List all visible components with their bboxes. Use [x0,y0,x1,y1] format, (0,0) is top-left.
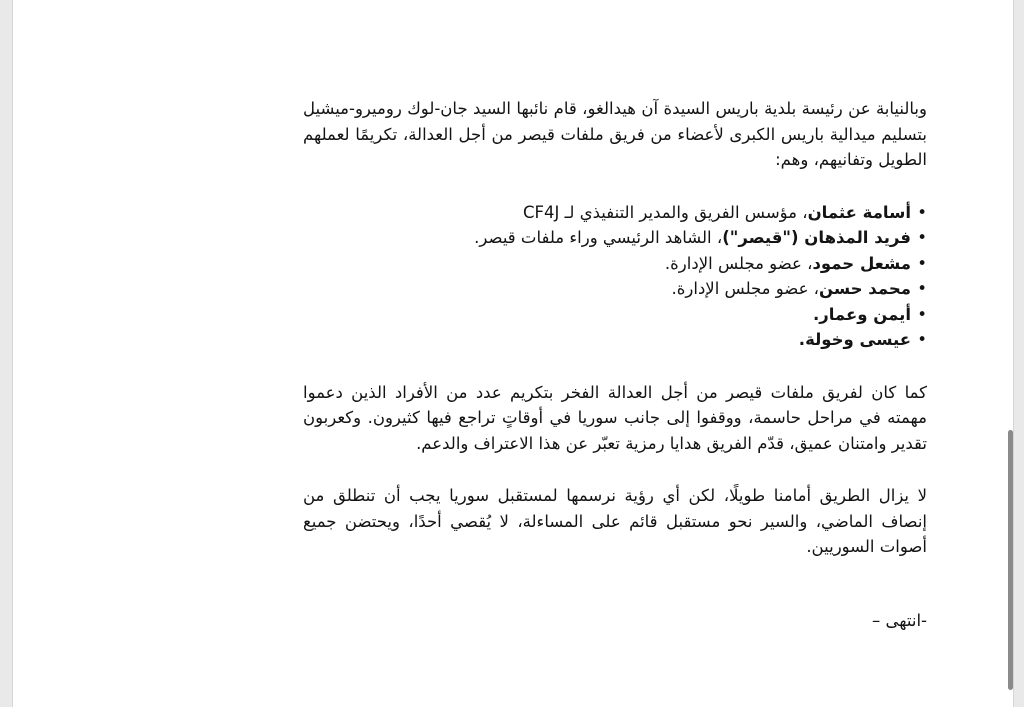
list-item [303,302,927,328]
bullet-icon: • [917,253,927,273]
member-name: عيسى وخولة. [798,330,911,349]
member-name: مشعل حمود [812,253,911,273]
document-body [303,96,927,633]
bullet-icon: • [917,202,927,222]
bullet-icon: • [917,228,927,247]
bullet-icon: • [917,330,927,349]
list-item [303,276,927,302]
member-name: فريد المذهان ("قيصر") [722,228,911,247]
member-name: محمد حسن [819,279,911,298]
member-role: ، مؤسس الفريق والمدير التنفيذي لـ CF4J [522,202,808,222]
member-role: ، عضو مجلس الإدارة. [671,279,820,298]
member-name: أيمن وعمار. [812,304,911,324]
member-role: ، عضو مجلس الإدارة. [664,253,813,273]
list-item [303,200,927,226]
bullet-icon: • [917,304,927,324]
list-item [303,225,927,251]
member-name: أسامة عثمان [807,202,911,222]
thanks-paragraph: كما كان لفريق ملفات قيصر من أجل العدالة الفخر بتكريم عدد من الأفراد الذين دعموا مهمته في مراحل حاسمة، ووقفوا إلى جانب سوريا في أوقاتٍ تراجع فيها كثيرون. وكعربون تقدير وامتنان عميق، قدّم الفريق هدايا رمزية تعبّر عن هذا الاعتراف والدعم. [303,382,927,453]
list-item [303,251,927,277]
end-mark: -انتهى – [872,610,927,630]
member-role: ، الشاهد الرئيسي وراء ملفات قيصر. [474,228,723,247]
vision-paragraph: لا يزال الطريق أمامنا طويلًا، لكن أي رؤية نرسمها لمستقبل سوريا يجب أن تنطلق من إنصاف الماضي، والسير نحو مستقبل قائم على المساءلة، لا يُقصي أحدًا، ويحتضن جميع أصوات السوريين. [303,486,927,556]
list-item [303,327,927,353]
document-page [12,0,1014,707]
scrollbar-thumb[interactable] [1008,430,1013,690]
members-list [303,200,927,353]
bullet-icon: • [917,279,927,298]
intro-paragraph: وبالنيابة عن رئيسة بلدية باريس السيدة آن هيدالغو، قام نائبها السيد جان-لوك روميرو-ميشيل بتسليم ميدالية باريس الكبرى لأعضاء من فريق ملفات قيصر من أجل العدالة، تكريمًا لعملهم الطويل وتفانيهم، وهم: [303,99,927,169]
